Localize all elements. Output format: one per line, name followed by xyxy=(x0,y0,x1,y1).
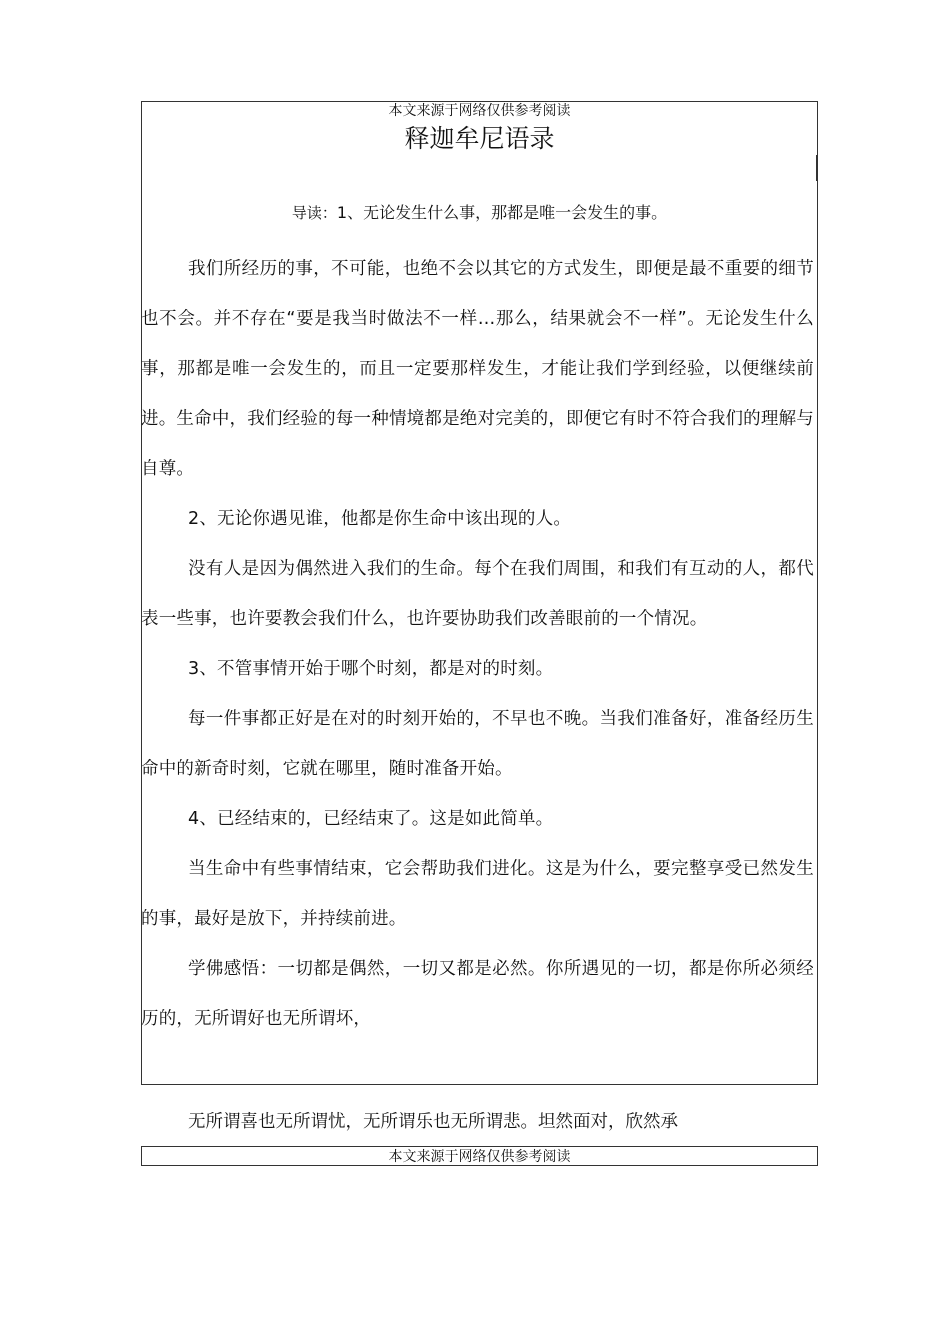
source-note-footer: 本文来源于网络仅供参考阅读 xyxy=(388,1149,571,1165)
paragraph-reflection: 学佛感悟：一切都是偶然，一切又都是必然。你所遇见的一切，都是你所必须经历的，无所谓好也无所谓坏， xyxy=(141,959,814,1029)
frame-divider-right xyxy=(816,155,817,181)
page-title: 释迦牟尼语录 xyxy=(404,124,555,153)
lead-text: 1、无论发生什么事，那都是唯一会发生的事。 xyxy=(336,203,668,222)
paragraph: 每一件事都正好是在对的时刻开始的，不早也不晚。当我们准备好，准备经历生命中的新奇时刻，它就在哪里，随时准备开始。 xyxy=(141,709,814,779)
lead-line xyxy=(141,199,818,227)
frame-divider-left xyxy=(141,155,142,181)
paragraph-heading: 4、已经结束的，已经结束了。这是如此简单。 xyxy=(188,809,554,829)
continuation-line: 无所谓喜也无所谓忧，无所谓乐也无所谓悲。坦然面对，欣然承 xyxy=(188,1112,678,1132)
lead-prefix: 导读： xyxy=(291,204,337,222)
paragraph: 当生命中有些事情结束，它会帮助我们进化。这是为什么，要完整享受已然发生的事，最好是放下，并持续前进。 xyxy=(141,859,814,929)
paragraph-heading: 3、不管事情开始于哪个时刻，都是对的时刻。 xyxy=(188,659,554,679)
paragraph: 没有人是因为偶然进入我们的生命。每个在我们周围，和我们有互动的人，都代表一些事，也许要教会我们什么，也许要协助我们改善眼前的一个情况。 xyxy=(141,559,814,629)
paragraph-heading: 2、无论你遇见谁，他都是你生命中该出现的人。 xyxy=(188,509,572,529)
body-text xyxy=(141,244,814,1044)
paragraph: 我们所经历的事，不可能，也绝不会以其它的方式发生，即便是最不重要的细节也不会。并不存在“要是我当时做法不一样…那么，结果就会不一样”。无论发生什么事，那都是唯一会发生的，而且一定要那样发生，才能让我们学到经验，以便继续前进。生命中，我们经验的每一种情境都是绝对完美的，即便它有时不符合我们的理解与自尊。 xyxy=(141,259,814,479)
source-note-header: 本文来源于网络仅供参考阅读 xyxy=(388,103,571,119)
